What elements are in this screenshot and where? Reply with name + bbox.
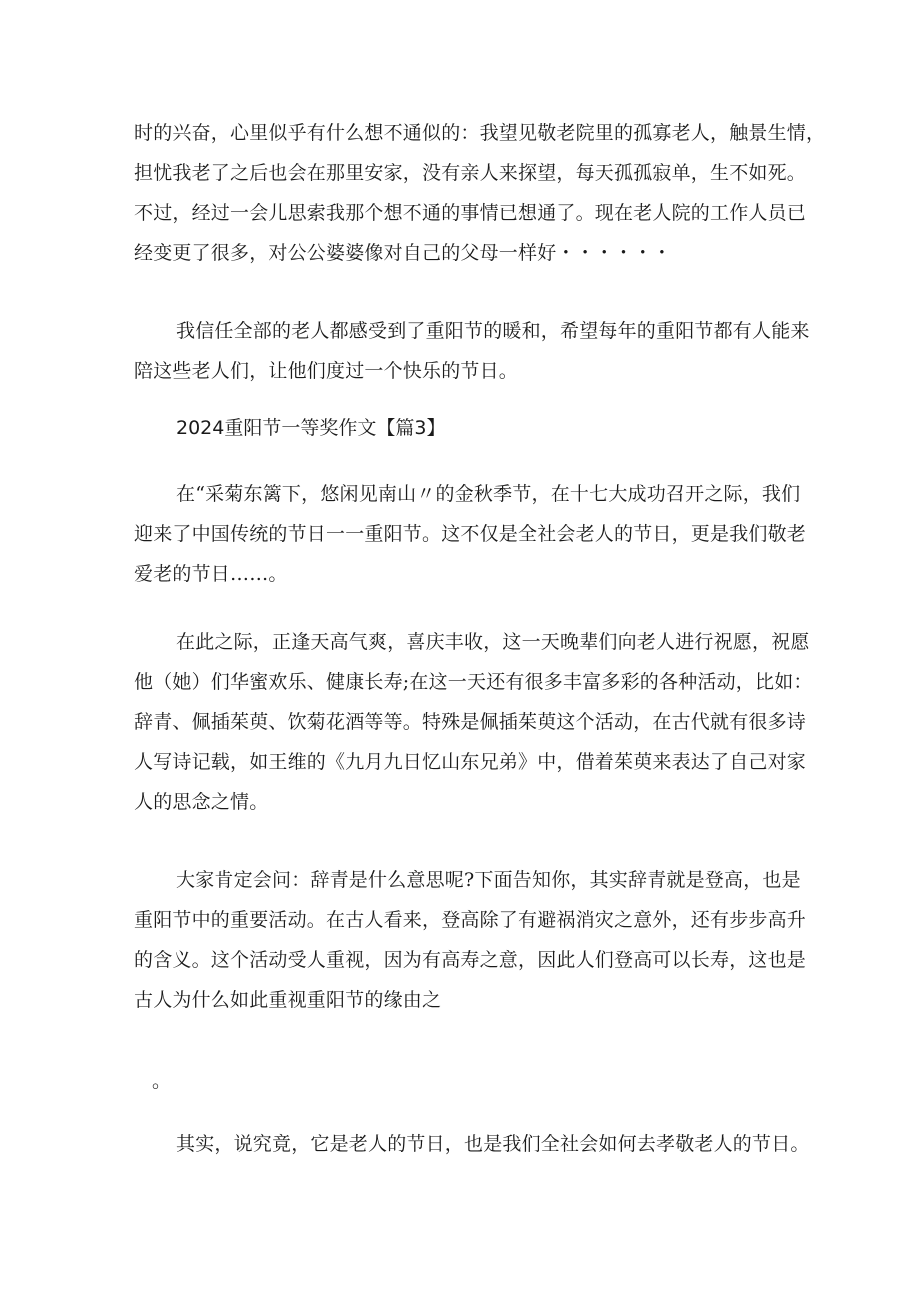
text-line: 担忧我老了之后也会在那里安家，没有亲人来探望，每天孤孤寂单，生不如死。 — [134, 162, 807, 184]
paragraph-3 — [134, 474, 807, 594]
text-line: 重阳节中的重要活动。在古人看来，登高除了有避祸消灾之意外，还有步步高升 — [134, 909, 807, 931]
text-line: 其实，说究竟，它是老人的节日，也是我们全社会如何去孝敬老人的节日。 — [176, 1133, 810, 1155]
section-heading: 2024重阳节一等奖作文【篇3】 — [176, 417, 446, 439]
text-line: 古人为什么如此重视重阳节的缘由之 — [134, 989, 442, 1011]
text-line: 不过，经过一会儿思索我那个想不通的事情已想通了。现在老人院的工作人员已 — [134, 202, 807, 224]
text-line: 他（她）们华蜜欢乐、健康长寿;在这一天还有很多丰富多彩的各种活动，比如： — [134, 671, 813, 693]
text-line: 大家肯定会问：辞青是什么意思呢?下面告知你，其实辞青就是登高，也是 — [176, 869, 801, 891]
text-line: 人写诗记载，如王维的《九月九日忆山东兄弟》中，借着茱萸来表达了自己对家 — [134, 751, 807, 773]
paragraph-2 — [134, 311, 810, 391]
text-line: 在“采菊东篱下，悠闲见南山〃的金秋季节，在十七大成功召开之际，我们 — [176, 483, 801, 505]
paragraph-4 — [134, 622, 813, 822]
trailing-punctuation: 。 — [152, 1070, 172, 1092]
text-line: 的含义。这个活动受人重视，因为有高寿之意，因此人们登高可以长寿，这也是 — [134, 949, 807, 971]
text-line: 在此之际，正逢天高气爽，喜庆丰收，这一天晚辈们向老人进行祝愿，祝愿 — [176, 631, 810, 653]
text-line: 迎来了中国传统的节日一一重阳节。这不仅是全社会老人的节日，更是我们敬老 — [134, 523, 807, 545]
text-line: 我信任全部的老人都感受到了重阳节的暖和，希望每年的重阳节都有人能来 — [176, 320, 810, 342]
paragraph-6 — [134, 1124, 810, 1164]
text-line: 爱老的节日……。 — [134, 563, 288, 585]
paragraph-1 — [134, 113, 826, 273]
text-line: 陪这些老人们，让他们度过一个快乐的节日。 — [134, 360, 519, 382]
text-line: 经变更了很多，对公公婆婆像对自己的父母一样好・・・・・・ — [134, 242, 672, 264]
text-line: 时的兴奋，心里似乎有什么想不通似的：我望见敬老院里的孤寡老人，触景生情， — [134, 122, 826, 144]
text-line: 辞青、佩插茱萸、饮菊花酒等等。特殊是佩插茱萸这个活动，在古代就有很多诗 — [134, 711, 807, 733]
paragraph-5 — [134, 860, 807, 1020]
text-line: 人的思念之情。 — [134, 791, 269, 813]
